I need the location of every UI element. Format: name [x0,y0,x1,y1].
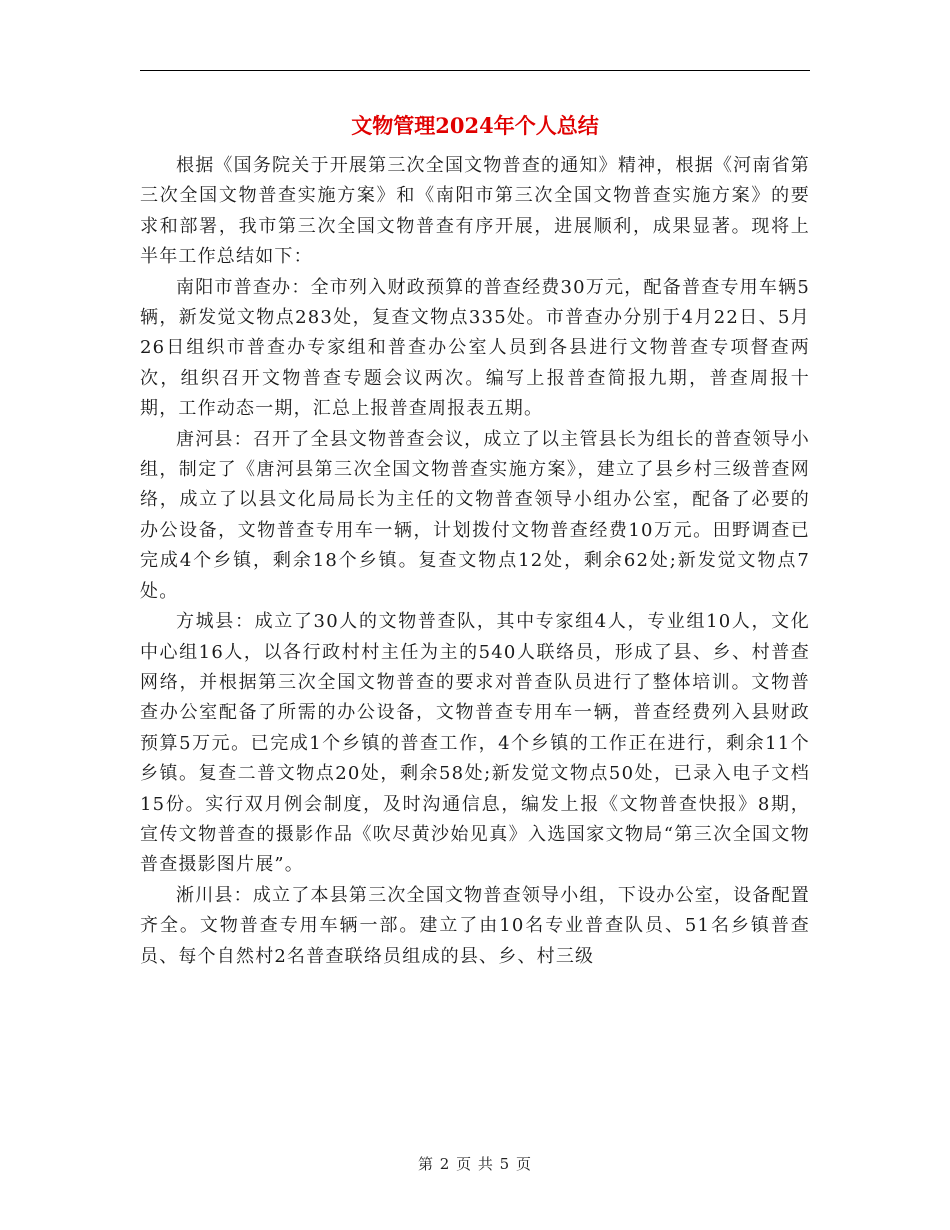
document-body [140,151,810,1091]
document-title: 文物管理2024年个人总结 [351,113,599,138]
paragraph-intro: 根据《国务院关于开展第三次全国文物普查的通知》精神，根据《河南省第三次全国文物普查实施方案》和《南阳市第三次全国文物普查实施方案》的要求和部署，我市第三次全国文物普查有序开展，进展顺利，成果显著。现将上半年工作总结如下： [140,155,810,268]
page-number-footer: 第 2 页 共 5 页 [418,1155,532,1173]
paragraph-nanyang: 南阳市普查办：全市列入财政预算的普查经费30万元，配备普查专用车辆5辆，新发觉文物点283处，复查文物点335处。市普查办分别于4月22日、5月26日组织市普查办专家组和普查办公室人员到各县进行文物普查专项督查两次，组织召开文物普查专题会议两次。编写上报普查简报九期，普查周报十期，工作动态一期，汇总上报普查周报表五期。 [140,276,810,420]
paragraph-tanghe: 唐河县：召开了全县文物普查会议，成立了以主管县长为组长的普查领导小组，制定了《唐河县第三次全国文物普查实施方案》，建立了县乡村三级普查网络，成立了以县文化局局长为主任的文物普查领导小组办公室，配备了必要的办公设备，文物普查专用车一辆，计划拨付文物普查经费10万元。田野调查已完成4个乡镇，剩余18个乡镇。复查文物点12处，剩余62处;新发觉文物点7处。 [140,428,810,602]
header-rule [140,70,810,71]
paragraph-xichuan: 淅川县：成立了本县第三次全国文物普查领导小组，下设办公室，设备配置齐全。文物普查专用车辆一部。建立了由10名专业普查队员、51名乡镇普查员、每个自然村2名普查联络员组成的县、乡、村三级 [140,884,810,967]
paragraph-fangcheng: 方城县：成立了30人的文物普查队，其中专家组4人，专业组10人，文化中心组16人，以各行政村村主任为主的540人联络员，形成了县、乡、村普查网络，并根据第三次全国文物普查的要求对普查队员进行了整体培训。文物普查办公室配备了所需的办公设备，文物普查专用车一辆，普查经费列入县财政预算5万元。已完成1个乡镇的普查工作，4个乡镇的工作正在进行，剩余11个乡镇。复查二普文物点20处，剩余58处;新发觉文物点50处，已录入电子文档15份。实行双月例会制度，及时沟通信息，编发上报《文物普查快报》8期，宣传文物普查的摄影作品《吹尽黄沙始见真》入选国家文物局“第三次全国文物普查摄影图片展”。 [140,611,810,876]
